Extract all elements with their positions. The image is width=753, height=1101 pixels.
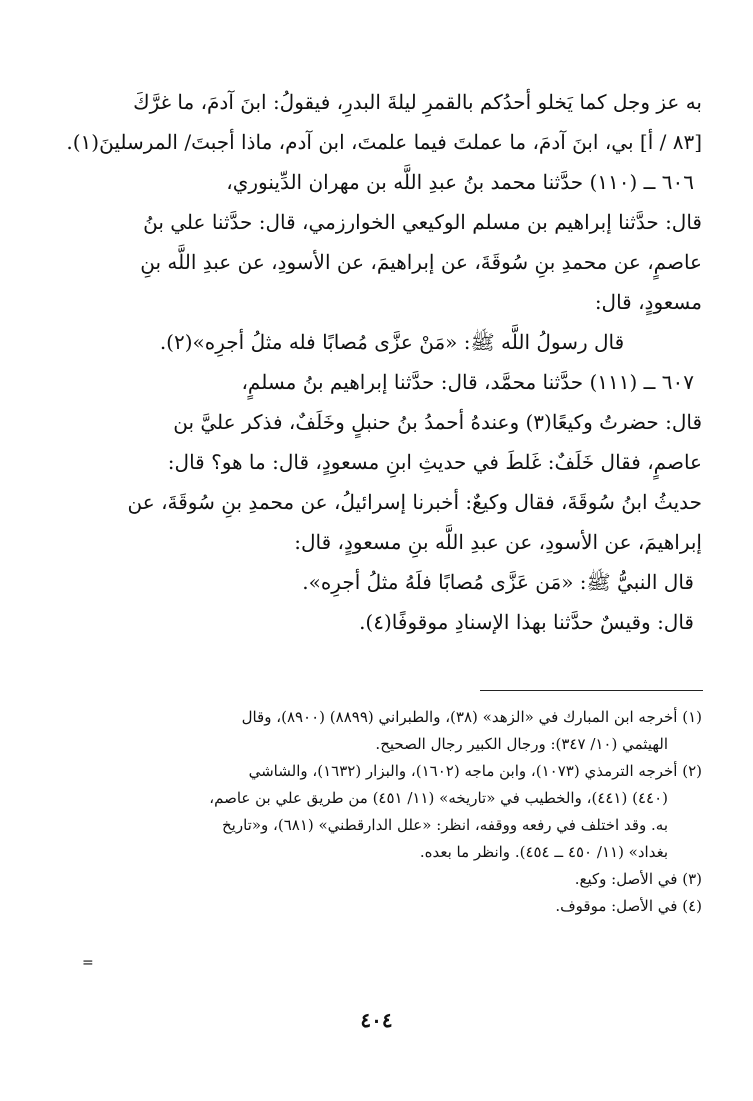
footnote-line: (٢) أخرجه الترمذي (١٠٧٣)، وابن ماجه (١٦٠٢)، والبزار (١٦٣٢)، والشاشي: [248, 762, 702, 780]
hadith-heading-606: ٦٠٦ ــ (١١٠) حدَّثنا محمد بنُ عبدِ اللَّه بن مهران الدِّينوري،: [226, 170, 694, 194]
hadith-quote: قال النبيُّ ﷺ: «مَن عَزَّى مُصابًا فلَهُ مثلُ أجرِه».: [302, 570, 694, 594]
text-line: عاصمٍ، عن محمدِ بنِ سُوقَةَ، عن إبراهيمَ، عن الأسودِ، عن عبدِ اللَّه بنِ: [140, 250, 702, 274]
footnote-divider: [480, 690, 703, 691]
text-line: مسعودٍ، قال:: [594, 290, 702, 314]
footnote-line: بغداد» (١١/ ٤٥٠ ــ ٤٥٤). وانظر ما بعده.: [419, 843, 668, 861]
footnote-line: (٣) في الأصل: وكيع.: [574, 870, 702, 888]
main-text: [66, 82, 702, 642]
continuation-mark: =: [82, 955, 94, 971]
footnote-line: به. وقد اختلف في رفعه ووقفه، انظر: «علل الدارقطني» (٦٨١)، و«تاريخ: [221, 816, 668, 834]
footnote-line: الهيثمي (١٠/ ٣٤٧): ورجال الكبير رجال الصحيح.: [375, 735, 668, 753]
text-line: قال: حدَّثنا إبراهيم بن مسلم الوكيعي الخوارزمي، قال: حدَّثنا علي بنُ: [143, 210, 702, 234]
text-line: قال: حضرتُ وكيعًا(٣) وعندهُ أحمدُ بنُ حنبلٍ وخَلَفٌ، فذكر عليَّ بن: [173, 410, 702, 434]
text-line: حديثُ ابنُ سُوقَةَ، فقال وكيعٌ: أخبرنا إسرائيلُ، عن محمدِ بنِ سُوقَةَ، عن: [127, 490, 702, 514]
footnote-line: (٤) في الأصل: موقوف.: [555, 897, 702, 915]
hadith-quote: قال رسولُ اللَّه ﷺ: «مَنْ عزَّى مُصابًا فله مثلُ أجرِه»(٢).: [159, 330, 625, 354]
text-line: إبراهيمَ، عن الأسودِ، عن عبدِ اللَّه بنِ مسعودٍ، قال:: [294, 530, 702, 554]
text-line: به عز وجل كما يَخلو أحدُكم بالقمرِ ليلةَ البدرِ، فيقولُ: ابنَ آدمَ، ما غرَّكَ: [133, 90, 702, 114]
footnote-line: (٤٤٠) (٤٤١)، والخطيب في «تاريخه» (١١/ ٤٥١) من طريق علي بن عاصم،: [209, 789, 668, 807]
footnote-line: (١) أخرجه ابن المبارك في «الزهد» (٣٨)، والطبراني (٨٨٩٩) (٨٩٠٠)، وقال: [241, 708, 702, 726]
hadith-heading-607: ٦٠٧ ــ (١١١) حدَّثنا محمَّد، قال: حدَّثنا إبراهيم بنُ مسلمٍ،: [241, 370, 694, 394]
footnotes: [82, 704, 702, 920]
text-line: عاصمٍ، فقال خَلَفٌ: غَلطَ في حديثِ ابنِ مسعودٍ، قال: ما هو؟ قال:: [167, 450, 702, 474]
text-line: قال: وقيسٌ حدَّثنا بهذا الإسنادِ موقوفًا(٤).: [359, 610, 694, 634]
page-number: ٤٠٤: [360, 1008, 393, 1032]
text-line: [٨٣ / أ] بي، ابنَ آدمَ، ما عملتَ فيما علمتَ، ابن آدم، ماذا أجبتَ/ المرسلينَ(١).: [66, 130, 702, 154]
